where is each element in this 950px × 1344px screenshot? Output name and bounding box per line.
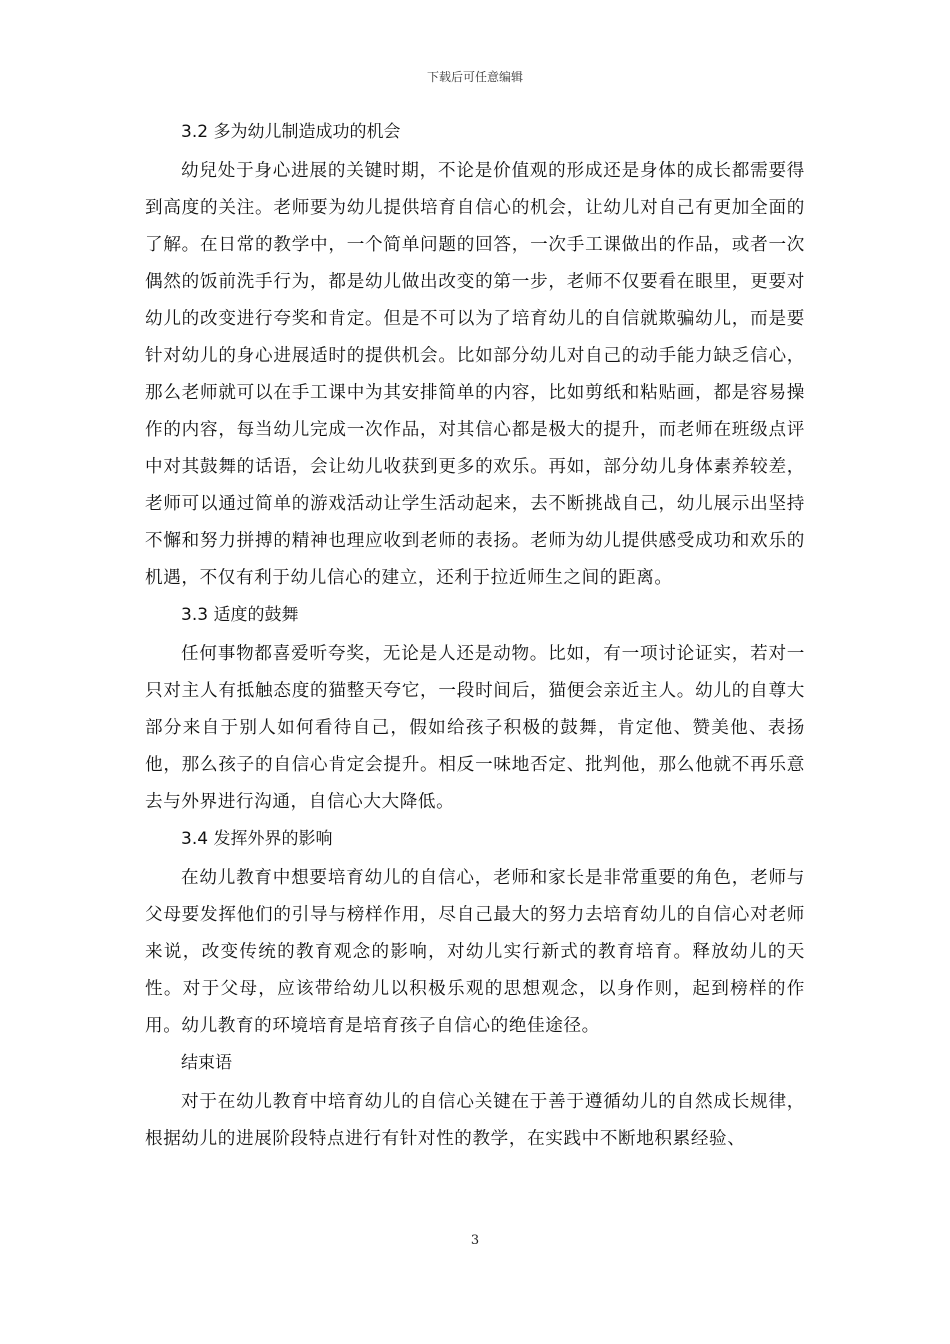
section-paragraph: 对于在幼儿教育中培育幼儿的自信心关键在于善于遵循幼儿的自然成长规律，根据幼儿的进展阶段特点进行有针对性的教学，在实践中不断地积累经验、 (145, 1092, 805, 1149)
section-heading: 3.4 发挥外界的影响 (181, 829, 333, 849)
section-heading: 3.3 适度的鼓舞 (181, 605, 299, 625)
section-heading: 结束语 (181, 1053, 232, 1073)
page-header: 下载后可任意编辑 (426, 70, 523, 84)
section-paragraph: 任何事物都喜爱听夸奖，无论是人还是动物。比如，有一项讨论证实，若对一只对主人有抵触态度的猫整天夸它，一段时间后，猫便会亲近主人。幼儿的自尊大部分来自于别人如何看待自己，假如给孩子积极的鼓舞，肯定他、赞美他、表扬他，那么孩子的自信心肯定会提升。相反一味地否定、批判他，那么他就不再乐意去与外界进行沟通，自信心大大降低。 (145, 644, 805, 812)
document-body (145, 120, 805, 1164)
section-paragraph: 在幼儿教育中想要培育幼儿的自信心，老师和家长是非常重要的角色，老师与父母要发挥他们的引导与榜样作用，尽自己最大的努力去培育幼儿的自信心对老师来说，改变传统的教育观念的影响，对幼儿实行新式的教育培育。释放幼儿的天性。对于父母，应该带给幼儿以积极乐观的思想观念，以身作则，起到榜样的作用。幼儿教育的环境培育是培育孩子自信心的绝佳途径。 (145, 868, 805, 1036)
page-number: 3 (470, 1233, 480, 1248)
section-heading: 3.2 多为幼儿制造成功的机会 (181, 122, 401, 142)
section-paragraph: 幼兒处于身心进展的关键时期，不论是价值观的形成还是身体的成长都需要得到高度的关注。老师要为幼儿提供培育自信心的机会，让幼儿对自己有更加全面的了解。在日常的教学中，一个简单问题的回答，一次手工课做出的作品，或者一次偶然的饭前洗手行为，都是幼儿做出改变的第一步，老师不仅要看在眼里，更要对幼儿的改变进行夸奖和肯定。但是不可以为了培育幼儿的自信就欺骗幼儿，而是要针对幼儿的身心进展适时的提供机会。比如部分幼儿对自己的动手能力缺乏信心，那么老师就可以在手工课中为其安排简单的内容，比如剪纸和粘贴画，都是容易操作的内容，每当幼儿完成一次作品，对其信心都是极大的提升，而老师在班级点评中对其鼓舞的话语，会让幼儿收获到更多的欢乐。再如，部分幼儿身体素养较差，老师可以通过简单的游戏活动让学生活动起来，去不断挑战自己，幼儿展示出坚持不懈和努力拼搏的精神也理应收到老师的表扬。老师为幼儿提供感受成功和欢乐的机遇，不仅有利于幼儿信心的建立，还利于拉近师生之间的距离。 (145, 161, 805, 588)
